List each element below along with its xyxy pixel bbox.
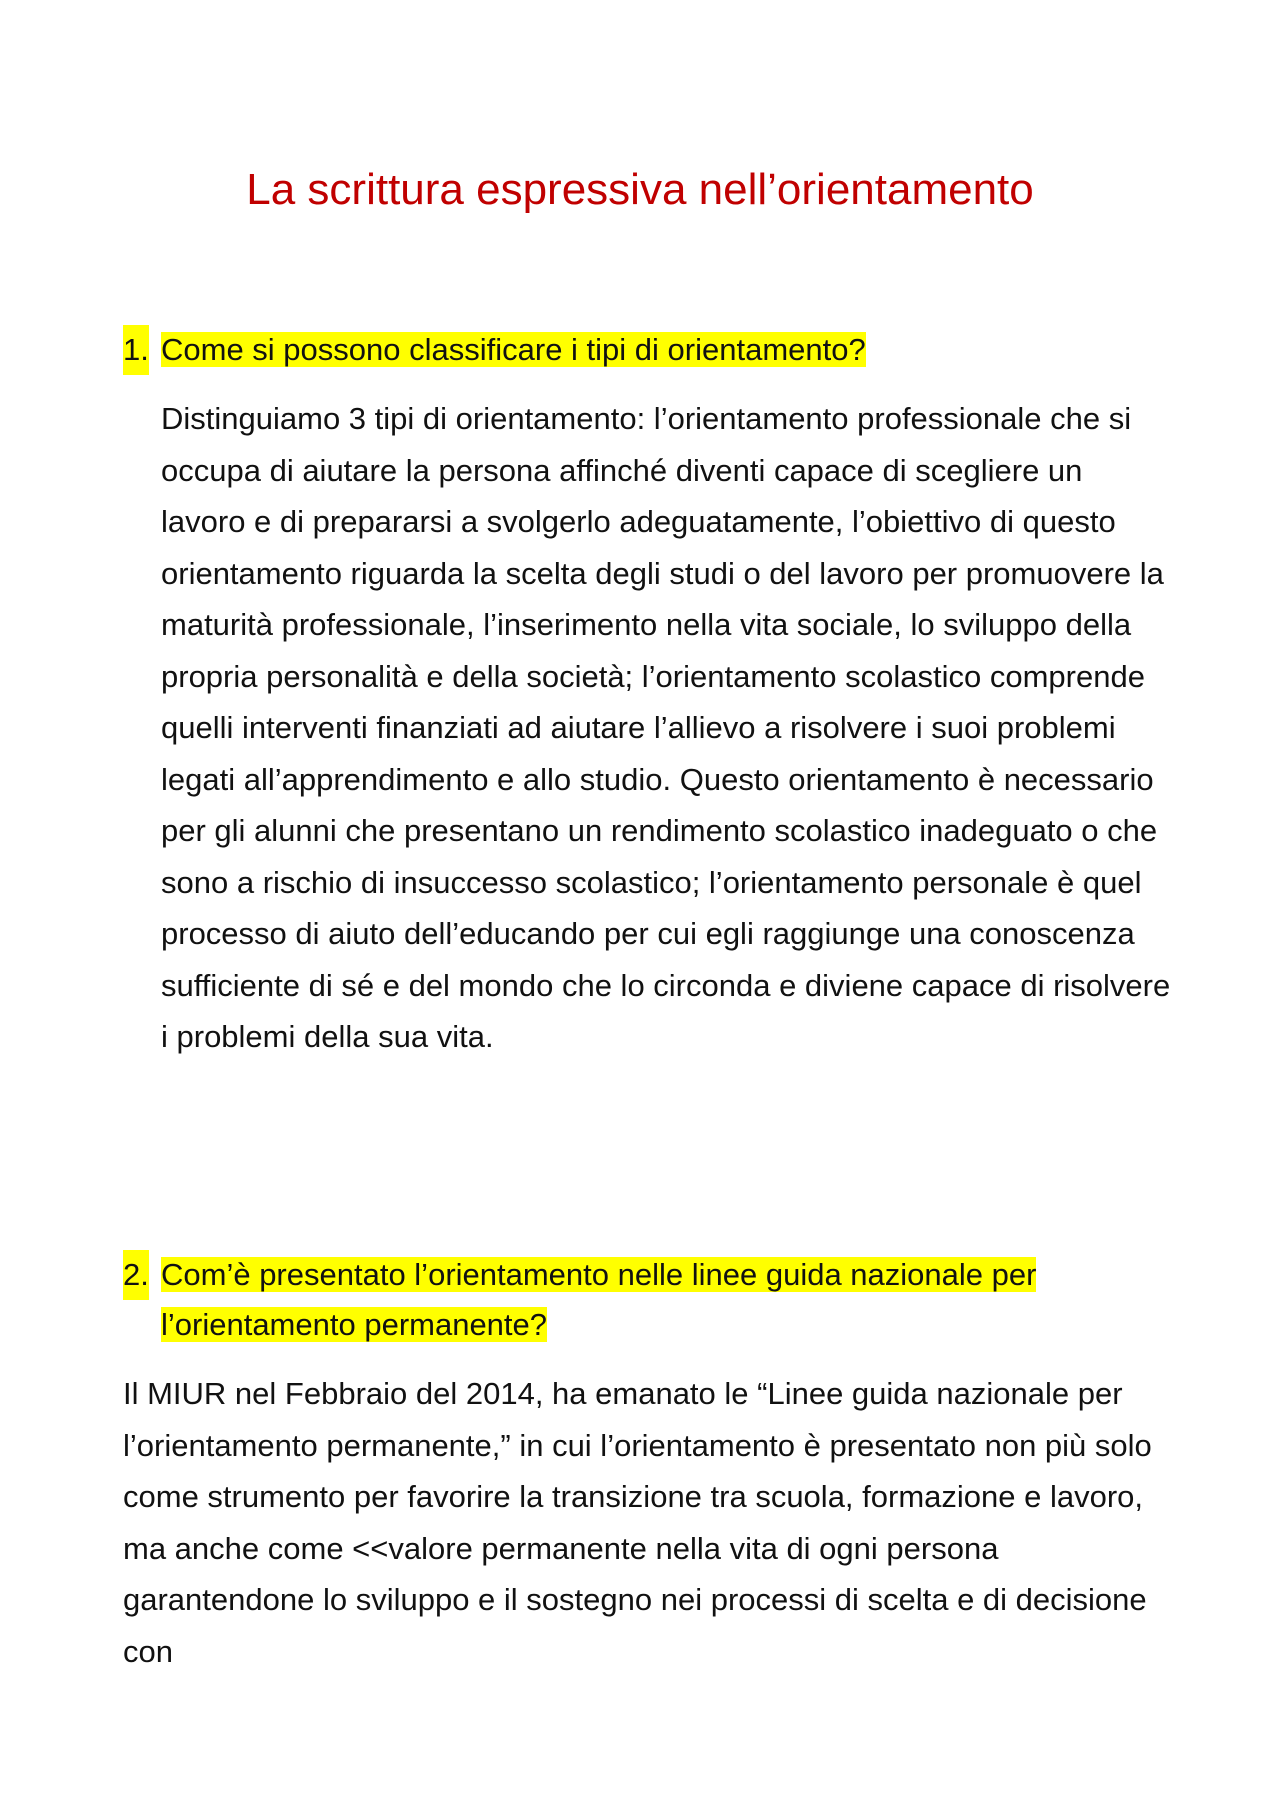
question-1 [123, 325, 1163, 375]
answer-1: Distinguiamo 3 tipi di orientamento: l’orientamento professionale che si occupa di aiutare la persona affinché diventi capace di scegliere un lavoro e di prepararsi a svolgerlo adeguatamente, l’obiettivo di questo orientamento riguarda la scelta degli studi o del lavoro per promuovere la maturità professionale, l’inserimento nella vita sociale, lo sviluppo della propria personalità e della società; l’orientamento scolastico comprende quelli interventi finanziati ad aiutare l’allievo a risolvere i suoi problemi legati all’apprendimento e allo studio. Questo orientamento è necessario per gli alunni che presentano un rendimento scolastico inadeguato o che sono a rischio di insuccesso scolastico; l’orientamento personale è quel processo di aiuto dell’educando per cui egli raggiunge una conoscenza sufficiente di sé e del mondo che lo circonda e diviene capace di risolvere i problemi della sua vita. [161, 401, 1171, 1054]
question-1-number: 1. [123, 325, 149, 375]
question-2-text: Com’è presentato l’orientamento nelle linee guida nazionale per l’orientamento permanente? [161, 1257, 1037, 1342]
question-2 [123, 1250, 1163, 1350]
question-1-text-block [123, 325, 1163, 375]
question-2-text-block [123, 1250, 1163, 1350]
answer-2: Il MIUR nel Febbraio del 2014, ha emanato le “Linee guida nazionale per l’orientamento permanente,” in cui l’orientamento è presentato non più solo come strumento per favorire la transizione tra scuola, formazione e lavoro, ma anche come <<valore permanente nella vita di ogni persona garantendone lo sviluppo e il sostegno nei processi di scelta e di decisione con [123, 1376, 1152, 1669]
question-1-text: Come si possono classificare i tipi di orientamento? [161, 332, 866, 367]
question-2-number: 2. [123, 1250, 149, 1300]
page-title: La scrittura espressiva nell’orientamento [246, 165, 1034, 214]
